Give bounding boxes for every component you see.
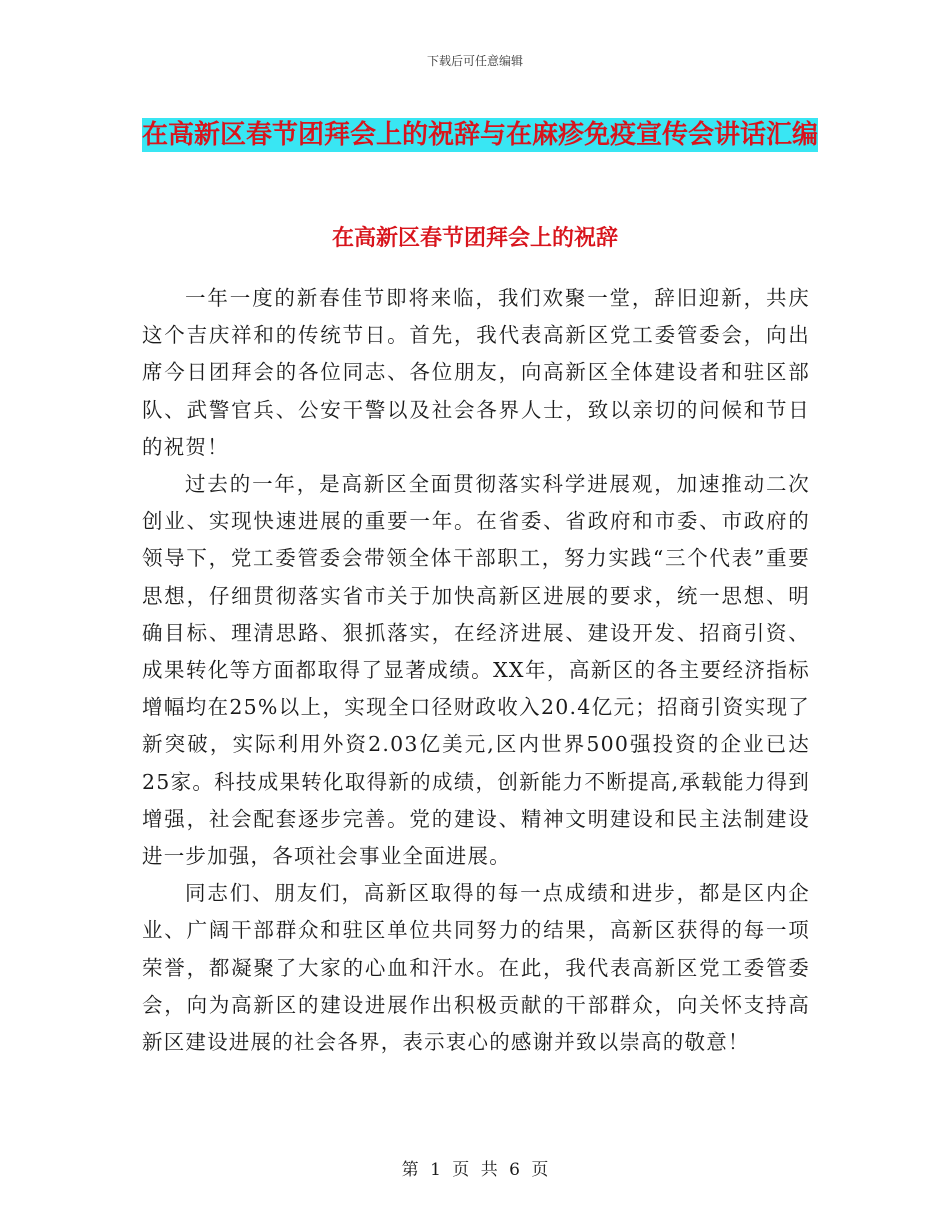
document-title: [140, 110, 820, 160]
paragraph: 同志们、朋友们，高新区取得的每一点成绩和进步，都是区内企业、广阔干部群众和驻区单位共同努力的结果，高新区获得的每一项荣誉，都凝聚了大家的心血和汗水。在此，我代表高新区党工委管委会，向为高新区的建设进展作出积极贡献的干部群众，向关怀支持高新区建设进展的社会各界，表示衷心的感谢并致以崇高的敬意！: [142, 881, 810, 1055]
header-note: 下载后可任意编辑: [426, 54, 523, 68]
document-title-text: 在高新区春节团拜会上的祝辞与在麻疹免疫宣传会讲话汇编: [141, 120, 818, 150]
paragraph: 过去的一年，是高新区全面贯彻落实科学进展观，加速推动二次创业、实现快速进展的重要一年。在省委、省政府和市委、市政府的领导下，党工委管委会带领全体干部职工，努力实践“三个代表”重要思想，仔细贯彻落实省市关于加快高新区进展的要求，统一思想、明确目标、理清思路、狠抓落实，在经济进展、建设开发、招商引资、成果转化等方面都取得了显著成绩。XX年，高新区的各主要经济指标增幅均在25%以上，实现全口径财政收入20.4亿元；招商引资实现了新突破，实际利用外资2.03亿美元,区内世界500强投资的企业已达25家。科技成果转化取得新的成绩，创新能力不断提高,承载能力得到增强，社会配套逐步完善。党的建设、精神文明建设和民主法制建设进一步加强，各项社会事业全面进展。: [142, 472, 810, 869]
paragraph: 一年一度的新春佳节即将来临，我们欢聚一堂，辞旧迎新，共庆这个吉庆祥和的传统节日。首先，我代表高新区党工委管委会，向出席今日团拜会的各位同志、各位朋友，向高新区全体建设者和驻区部队、武警官兵、公安干警以及社会各界人士，致以亲切的问候和节日的祝贺！: [142, 286, 810, 459]
page-footer: 第 1 页 共 6 页: [401, 1160, 549, 1180]
body-text: [142, 280, 810, 1061]
section-title: 在高新区春节团拜会上的祝辞: [331, 225, 618, 251]
